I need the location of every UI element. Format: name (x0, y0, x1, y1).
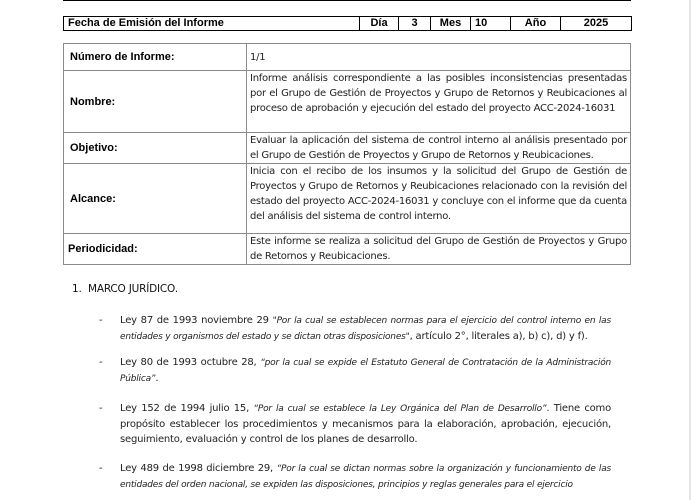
year-value: 2025 (561, 17, 632, 31)
section-title-end: . (174, 283, 178, 295)
law-quote: “por la cual se expide el Estatuto General de Contratación de la Administración Pública” (120, 358, 612, 384)
periodicidad-label: Periodicidad: (64, 234, 247, 265)
law-tail: , artículo 2°, literales a), b) c), d) y f). (409, 331, 588, 342)
bullet-dash: - (99, 463, 103, 474)
alcance-label: Alcance: (64, 164, 247, 234)
day-label: Día (360, 17, 399, 31)
year-label: Año (511, 17, 561, 31)
objetivo-label: Objetivo: (64, 133, 247, 164)
nombre-value: Informe análisis correspondiente a las posibles inconsistencias presentadas por el Grupo de Gestión de Proyectos y Grupo de Retornos y Reubicaciones al proceso de aprobación y ejecución del estado del proyecto ACC-2024-16031 (247, 71, 631, 133)
row-periodicidad (64, 234, 631, 265)
alcance-value: Inicia con el recibo de los insumos y la solicitud del Grupo de Gestión de Proyectos y Grupo de Retornos y Reubicaciones relacionado con la revisión del estado del proyecto ACC-2024-16031 y concluye con el informe que da cuenta del análisis del sistema de control interno. (247, 164, 631, 234)
date-label: Fecha de Emisión del Informe (64, 17, 360, 31)
month-value: 10 (471, 17, 511, 31)
law-quote: "Por la cual se establecen normas para el ejercicio del control interno en las entidades y organismos del estado y se dictan otras disposiciones" (120, 316, 611, 342)
law-tail: . Tiene como propósito establecer los procedimientos y mecanismos para la elaboración, aprobación, ejecución, seguimiento, evaluación y control de los planes de desarrollo. (120, 403, 611, 445)
numero-value: 1/1 (247, 44, 631, 71)
law-lead: Ley 152 de 1994 julio 15, (120, 403, 254, 414)
date-header-table (63, 16, 632, 31)
numero-label: Número de Informe: (64, 44, 247, 71)
objetivo-value: Evaluar la aplicación del sistema de control interno al análisis presentado por el Grupo de Gestión de Proyectos y Grupo de Retornos y Reubicaciones. (247, 133, 631, 164)
law-item (96, 461, 611, 493)
row-alcance (64, 164, 631, 234)
law-list (96, 313, 611, 493)
law-quote: “Por la cual se dictan normas sobre la organización y funcionamiento de las entidades del orden nacional, se expiden las disposiciones, principios y reglas generales para el ejercicio (120, 464, 611, 490)
row-objetivo (64, 133, 631, 164)
nombre-label: Nombre: (64, 71, 247, 133)
law-quote: “Por la cual se establece la Ley Orgánica del Plan de Desarrollo” (253, 404, 547, 414)
law-lead: Ley 489 de 1998 diciembre 29, (120, 463, 277, 474)
row-nombre (64, 71, 631, 133)
law-lead: Ley 87 de 1993 noviembre 29 (120, 315, 273, 326)
report-info-table (63, 43, 631, 265)
periodicidad-value: Este informe se realiza a solicitud del Grupo de Gestión de Proyectos y Grupo de Retornos y Reubicaciones. (247, 234, 631, 265)
law-item (96, 313, 611, 345)
top-rule (63, 0, 631, 1)
law-lead: Ley 80 de 1993 octubre 28, (120, 357, 261, 368)
day-value: 3 (399, 17, 431, 31)
month-label: Mes (431, 17, 471, 31)
law-item (96, 355, 611, 387)
bullet-dash: - (99, 315, 103, 326)
section-heading (72, 283, 178, 295)
section-title: MARCO JURÍDICO (88, 283, 175, 295)
law-item (96, 401, 611, 447)
section-number: 1. (72, 283, 82, 295)
bullet-dash: - (99, 357, 103, 368)
row-numero (64, 44, 631, 71)
law-tail: . (155, 373, 159, 384)
bullet-dash: - (99, 403, 103, 414)
